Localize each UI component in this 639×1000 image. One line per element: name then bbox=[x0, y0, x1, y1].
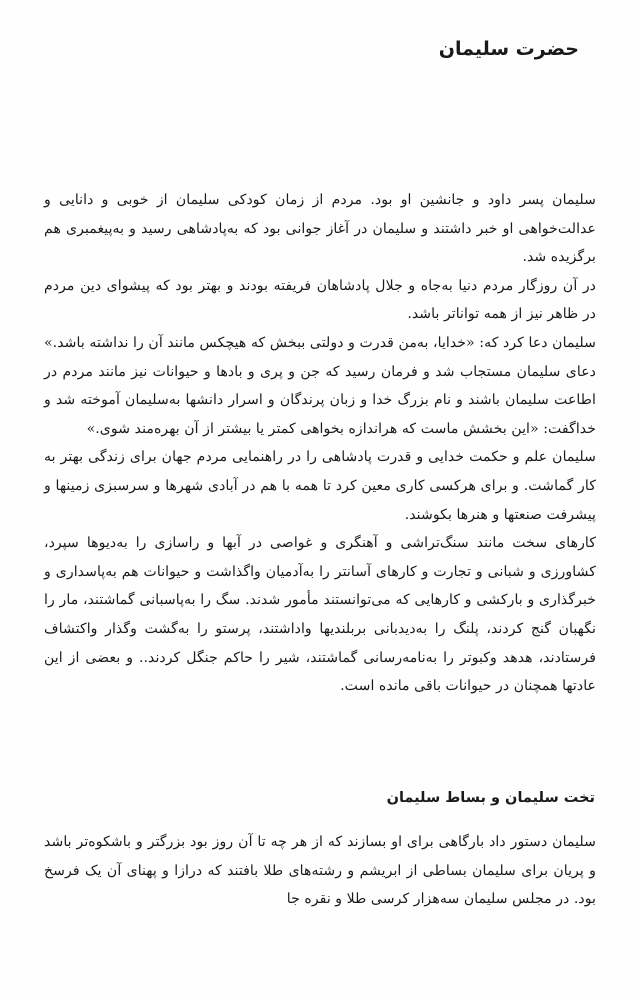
paragraph-3: سلیمان دعا کرد که: «خدایا، به‌من قدرت و دولتی ببخش که هیچکس مانند آن را نداشته باشد.» دعای سلیمان مستجاب شد و فرمان رسید که جن و پری و بادها و حیوانات نیز مانند مردم در اطاعت سلیمان باشند و نام بزرگ خدا و زبان پرندگان و اسرار دانشها به‌سلیمان آموخته شد و خداگفت: «این بخشش ماست که هراندازه بخواهی کمتر یا بیشتر از آن بهره‌مند شوی.» bbox=[44, 334, 596, 437]
chapter-body bbox=[44, 186, 596, 701]
paragraph-5: کارهای سخت مانند سنگ‌تراشی و آهنگری و غواصی در آبها و راسازی را به‌دیوها سپرد، کشاورزی و شبانی و تجارت و کارهای آسانتر را به‌آدمیان واگذاشت و حیوانات هم به‌پاسداری و خبرگذاری و بارکشی و کارهایی که می‌توانستند مأمور شدند. سگ را به‌پاسبانی گماشتند، مار را نگهبان گنج کردند، پلنگ را به‌دیدبانی بربلندیها واداشتند، پرستو را به‌گشت وگذار واکتشاف فرستادند، هدهد وکبوتر را به‌نامه‌رسانی گماشتند، شیر را حاکم جنگل کردند.. و بعضی از این عادتها همچنان در حیوانات باقی مانده است. bbox=[44, 535, 596, 695]
section-title: تخت سلیمان و بساط سلیمان bbox=[386, 790, 595, 806]
paragraph-4: سلیمان علم و حکمت خدایی و قدرت پادشاهی را در راهنمایی مردم جهان برای زندگی بهتر به کار گماشت. و برای هرکسی کاری معین کرد تا همه با هم در آبادی شهرها و سرسبزی زمینها و پیشرفت صنعتها و هنرها بکوشند. bbox=[44, 449, 596, 523]
chapter-title: حضرت سلیمان bbox=[438, 38, 579, 60]
section-paragraph: سلیمان دستور داد بارگاهی برای او بسازند که از هر چه تا آن روز بود بزرگتر و باشکوه‌تر باشد و پریان برای سلیمان بساطی از ابریشم و رشته‌های طلا بافتند که درازا و پهنای آن یک فرسخ بود. در مجلس سلیمان سه‌هزار کرسی طلا و نقره جا bbox=[44, 834, 596, 908]
paragraph-2: در آن روزگار مردم دنیا به‌جاه و جلال پادشاهان فریفته بودند و بهتر بود که پیشوای دین مردم در ظاهر نیز از همه تواناتر باشد. bbox=[44, 277, 596, 323]
section-body bbox=[44, 828, 596, 914]
paragraph-1: سلیمان پسر داود و جانشین او بود. مردم از زمان کودکی سلیمان از خوبی و دانایی و عدالت‌خواهی او خبر داشتند و سلیمان در آغاز جوانی بود که به‌پادشاهی رسید و به‌پیغمبری هم برگزیده شد. bbox=[44, 192, 596, 266]
